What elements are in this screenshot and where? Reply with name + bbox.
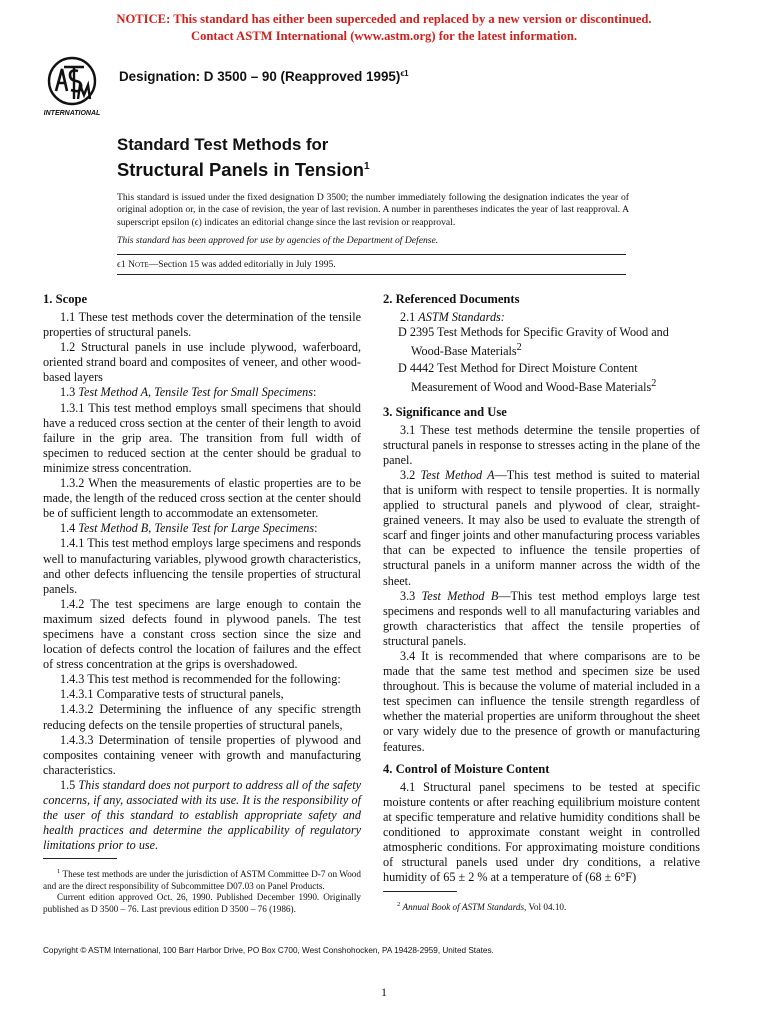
para-2-1-num: 2.1 xyxy=(400,310,419,324)
para-1-4-title: Test Method B, Tensile Test for Large Specimens xyxy=(78,521,315,536)
footnote-1-mark: 1 xyxy=(57,868,61,875)
title-line-2 xyxy=(117,156,370,181)
para-3-3 xyxy=(383,589,700,649)
footnote-2-title: Annual Book of ASTM Standards xyxy=(402,902,525,913)
para-2-1 xyxy=(383,310,700,325)
issuance-statement: This standard is issued under the fixed designation D 3500; the number immediately following the designation indicates the year of original adoption or, in the case of revision, the year of last revision. A number in parentheses indicates the year of last reapproval. A superscript epsilon (ϵ) indicates an editorial change since the last revision or reapproval. xyxy=(117,192,629,228)
reference-d4442-footnote: 2 xyxy=(651,378,657,390)
para-1-2: 1.2 Structural panels in use include plywood, waferboard, oriented strand board and composites of veneer, and other wood-based layers xyxy=(43,340,361,385)
designation-epsilon: ϵ1 xyxy=(400,69,409,78)
designation-text: Designation: D 3500 – 90 (Reapproved 1995) xyxy=(119,69,401,84)
para-1-4-3-3: 1.4.3.3 Determination of tensile properties of plywood and composites containing veneer with growth and manufacturing characteristics. xyxy=(43,732,361,777)
para-1-3-2: 1.3.2 When the measurements of elastic properties are to be made, the length of the reduced cross section at the center should be of sufficient length to accommodate an extensometer. xyxy=(43,476,361,521)
title-line-1: Standard Test Methods for xyxy=(117,135,329,154)
para-3-3-title: Test Method B xyxy=(421,588,499,603)
para-1-3-title: Test Method A, Tensile Test for Small Specimens xyxy=(78,385,314,400)
astm-logo xyxy=(34,55,110,119)
para-3-2-text: —This test method is suited to material that is uniform with respect to tensile properties. It is normally applied to structural panels and plywood of clear, straight-grained veneers. It may also be used to evaluate the strength of scarf and finger joints and other manufacturing process variables that can be expected to influence the tensile properties of structural panels in a uniform manner across the width of the sheet. xyxy=(383,467,701,588)
footnote-1 xyxy=(43,866,361,915)
footnote-rule-right xyxy=(383,891,457,892)
copyright-line: Copyright © ASTM International, 100 Barr Harbor Drive, PO Box C700, West Conshohocken, PA 19428-2959, United States. xyxy=(43,946,494,955)
astm-logo-mark xyxy=(34,55,110,119)
standard-title xyxy=(117,134,370,181)
editorial-note-mark: ϵ1 xyxy=(117,259,126,270)
para-1-4 xyxy=(43,521,361,536)
para-3-1: 3.1 These test methods determine the tensile properties of structural panels in response to stresses acting in the plane of the panel. xyxy=(383,422,700,467)
reference-d2395-footnote: 2 xyxy=(516,342,522,354)
para-1-4-colon: : xyxy=(314,521,318,536)
para-1-1: 1.1 These test methods cover the determination of the tensile properties of structural panels. xyxy=(43,310,361,340)
footnote-1-para-2: Current edition approved Oct. 26, 1990. Published December 1990. Originally published as D 3500 – 76. Last previous edition D 3500 – 76 (1986). xyxy=(43,892,361,914)
footnote-2-text: , Vol 04.10. xyxy=(524,902,567,913)
para-2-1-title: ASTM Standards: xyxy=(418,310,505,324)
para-1-4-2: 1.4.2 The test specimens are large enough to contain the maximum sized defects found in plywood panels. The test specimens have a constant cross section since the size and location of defects control the location of failures and the effect of stress concentration at the grips is overshadowed. xyxy=(43,596,361,672)
section-1-heading: 1. Scope xyxy=(43,292,88,306)
intro-rule-bottom xyxy=(117,274,626,275)
footnote-1-text: These test methods are under the jurisdiction of ASTM Committee D-7 on Wood and are the direct responsibility of Subcommittee D07.03 on Panel Products. xyxy=(43,869,361,891)
para-1-3-colon: : xyxy=(313,385,317,400)
para-1-4-3-2: 1.4.3.2 Determining the influence of any specific strength reducing defects on the tensile properties of structural panels, xyxy=(43,702,361,732)
para-3-2-num: 3.2 xyxy=(400,467,421,482)
para-1-4-3-1: 1.4.3.1 Comparative tests of structural panels, xyxy=(60,687,284,702)
section-3-heading: 3. Significance and Use xyxy=(383,404,507,419)
para-3-3-num: 3.3 xyxy=(400,588,422,603)
reference-d4442 xyxy=(383,361,700,395)
para-4-1: 4.1 Structural panel specimens to be tested at specific moisture contents or after reaching equilibrium moisture content at specific temperature and relative humidity conditions shall be conditioned to approximate constant weight in controlled atmospheric conditions. For approximating moisture conditions of structural panels used under dry conditions, a relative humidity of 65 ± 2 % at a temperature of (68 ± 6°F) xyxy=(383,779,700,885)
editorial-note-label: Note xyxy=(128,259,149,270)
para-3-2-title: Test Method A xyxy=(420,467,495,482)
dod-approval-statement: This standard has been approved for use by agencies of the Department of Defense. xyxy=(117,235,439,246)
page-number: 1 xyxy=(381,985,387,999)
para-1-4-3: 1.4.3 This test method is recommended for the following: xyxy=(60,672,341,687)
footnote-1-para-1 xyxy=(43,866,361,892)
intro-rule-top xyxy=(117,254,626,255)
para-3-4: 3.4 It is recommended that where comparisons are to be made that the same test method and specimen size be used throughout. This is because the volume of material included in a test specimen can influence the tensile strength regardless of whether the material properties are uniform throughout the sheet or vary widely due to the presence of growth or manufacturing features. xyxy=(383,649,700,754)
section-2-heading: 2. Referenced Documents xyxy=(383,292,520,306)
reference-d2395 xyxy=(383,325,700,359)
footnote-rule-left xyxy=(43,858,117,859)
title-line-2-text: Structural Panels in Tension xyxy=(117,159,364,180)
para-1-4-num: 1.4 xyxy=(60,521,79,536)
supersession-notice xyxy=(0,11,768,45)
designation xyxy=(119,69,409,84)
editorial-note xyxy=(117,259,336,270)
para-1-5-safety-text: This standard does not purport to address all of the safety concerns, if any, associated with its use. It is the responsibility of the user of this standard to establish appropriate safety and health practices and determine the applicability of regulatory limitations prior to use. xyxy=(43,777,361,853)
right-column xyxy=(383,291,700,885)
para-3-3-text: —This test method employs large test specimens and responds well to all manufacturing variables and growth characteristics that affect the tensile properties of structural panels. xyxy=(383,588,701,648)
section-4-heading: 4. Control of Moisture Content xyxy=(383,761,550,776)
logo-caption: INTERNATIONAL xyxy=(43,110,101,117)
notice-line-1: NOTICE: This standard has either been superceded and replaced by a new version or discontinued. xyxy=(116,12,652,26)
para-1-3-num: 1.3 xyxy=(60,385,79,400)
para-1-3 xyxy=(43,385,361,400)
para-1-3-1: 1.3.1 This test method employs small specimens that should have a reduced cross section at the center of their length to avoid failure in the grip area. The transition from full width of specimen to reduced section at the center should be gradual to minimize stress concentration. xyxy=(43,400,361,475)
para-1-4-1: 1.4.1 This test method employs large specimens and responds well to manufacturing variables, plywood growth characteristics, and other defects influencing the tensile properties of structural panels. xyxy=(43,536,361,596)
para-1-5-num: 1.5 xyxy=(60,777,79,792)
para-3-2 xyxy=(383,468,700,589)
reference-d2395-text: D 2395 Test Methods for Specific Gravity of Wood and Wood-Base Materials xyxy=(398,325,669,359)
footnote-2-mark: 2 xyxy=(397,901,401,908)
reference-d4442-text: D 4442 Test Method for Direct Moisture Content Measurement of Wood and Wood-Base Materials xyxy=(398,361,652,395)
footnote-2 xyxy=(383,899,700,914)
editorial-note-text: —Section 15 was added editorially in July 1995. xyxy=(148,259,336,270)
title-footnote-mark: 1 xyxy=(363,161,370,172)
para-1-5 xyxy=(43,778,361,853)
footnote-2-para xyxy=(383,899,700,914)
left-column xyxy=(43,291,361,853)
notice-line-2: Contact ASTM International (www.astm.org) for the latest information. xyxy=(191,29,577,43)
